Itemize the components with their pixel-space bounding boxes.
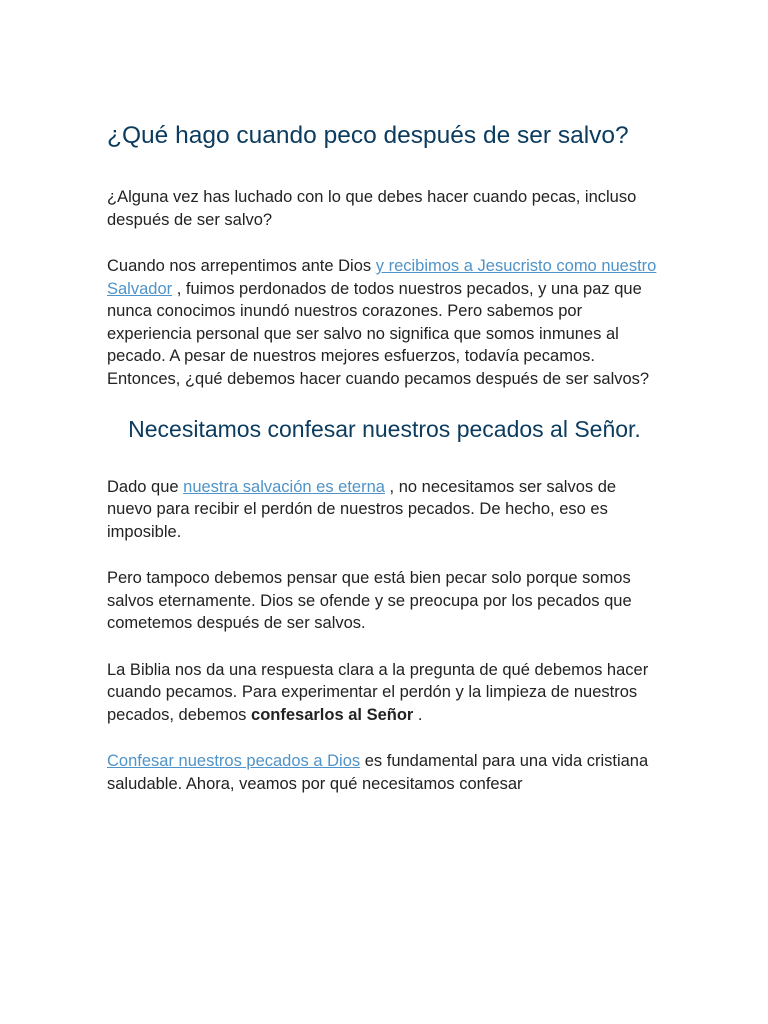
sin-offends-god-paragraph: Pero tampoco debemos pensar que está bien pecar solo porque somos salvos eternamente. Dios se ofende y se preocupa por los pecados que cometemos después de ser salvos. (107, 569, 632, 632)
bible-answer-paragraph (107, 659, 662, 727)
receive-jesus-link[interactable]: y recibimos a Jesucristo como nuestro Salvador (107, 257, 657, 298)
section-heading: Necesitamos confesar nuestros pecados al Señor. (128, 416, 641, 442)
confess-paragraph (107, 750, 662, 795)
paragraph-text: Dado que (107, 477, 184, 496)
eternal-salvation-paragraph (107, 476, 662, 544)
confess-sins-link[interactable]: Confesar nuestros pecados a Dios (107, 752, 361, 770)
paragraph-text: . (413, 705, 423, 724)
article-title: ¿Qué hago cuando peco después de ser salvo? (107, 122, 629, 149)
eternal-salvation-link[interactable]: nuestra salvación es eterna (183, 477, 385, 496)
intro-paragraph: ¿Alguna vez has luchado con lo que debes hacer cuando pecas, incluso después de ser salvo? (107, 188, 637, 229)
paragraph-text: es fundamental para una vida cristiana saludable. Ahora, veamos por qué necesitamos confesar (107, 752, 649, 793)
paragraph-text: , fuimos perdonados de todos nuestros pecados, y una paz que nunca conocimos inundó nuestros corazones. Pero sabemos por experiencia personal que ser salvo no significa que somos inmunes al pecado. A pesar de nuestros mejores esfuerzos, todavía pecamos. Entonces, ¿qué debemos hacer cuando pecamos después de ser salvos? (107, 279, 650, 388)
confess-emphasis: confesarlos al Señor (251, 705, 414, 724)
paragraph-text: , no necesitamos ser salvos de nuevo para recibir el perdón de nuestros pecados. De hecho, eso es imposible. (107, 477, 617, 541)
repentance-paragraph (107, 255, 662, 390)
paragraph-text: La Biblia nos da una respuesta clara a la pregunta de qué debemos hacer cuando pecamos. Para experimentar el perdón y la limpieza de nuestros pecados, debemos (107, 660, 649, 724)
paragraph-text: Cuando nos arrepentimos ante Dios (107, 257, 376, 275)
